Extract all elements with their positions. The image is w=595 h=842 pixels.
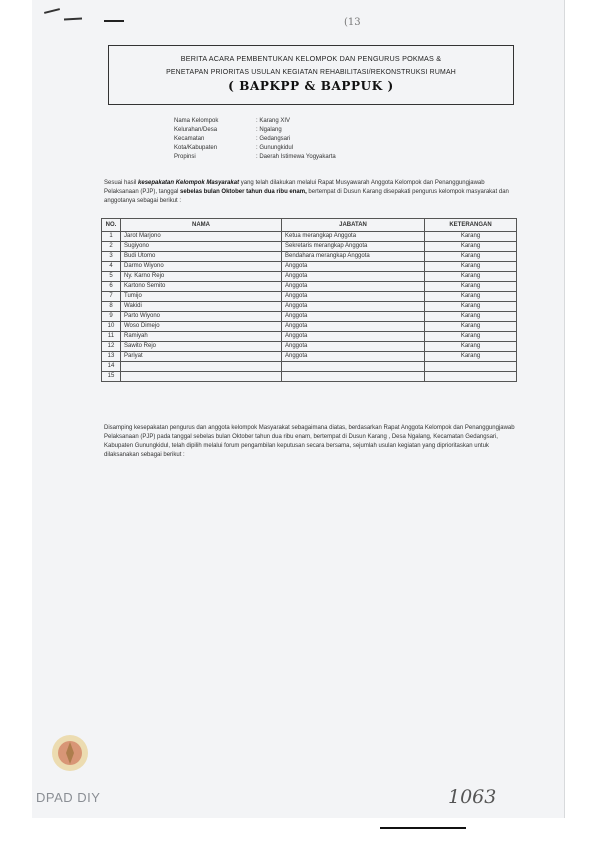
intro-text: bertempat di Dusun Karang disepakati pengurus kelompok masyarakat dan anggotanya sebagai berikut : xyxy=(104,189,509,204)
cell-no: 9 xyxy=(102,312,121,322)
cell-no: 4 xyxy=(102,262,121,272)
cell-no: 3 xyxy=(102,252,121,262)
title-box xyxy=(108,45,514,105)
cell-no: 6 xyxy=(102,282,121,292)
info-value: : Daerah Istimewa Yogyakarta xyxy=(256,154,336,160)
table-row xyxy=(102,232,517,242)
cell-keterangan: Karang xyxy=(425,242,517,252)
table-row xyxy=(102,342,517,352)
info-value: : Gunungkidul xyxy=(256,145,294,151)
cell-keterangan: Karang xyxy=(425,282,517,292)
info-row xyxy=(174,144,336,153)
table-header-row xyxy=(102,219,517,232)
cell-nama: Jarot Marjono xyxy=(121,232,282,242)
cell-nama: Budi Utomo xyxy=(121,252,282,262)
intro-text: yang telah dilakukan melalui Rapat Musyawarah Anggota Kelompok dan Penanggungjawab Pelaksanaan (PJP), tanggal xyxy=(104,180,485,195)
cell-no: 2 xyxy=(102,242,121,252)
cell-keterangan: Karang xyxy=(425,312,517,322)
closing-paragraph: Disamping kesepakatan pengurus dan anggota kelompok Masyarakat sebagaimana diatas, berdasarkan Rapat Anggota Kelompok dan Penanggungjawab Pelaksanaan (PJP) pada tanggal sebelas bulan Oktober tahun dua ribu enam, bertempat di Dusun Karang , Desa Ngalang, Kecamatan Gedangsari, Kabupaten Gunungkidul, telah dipilih melalui forum pengambilan keputusan secara bersama, sejumlah usulan kegiatan yang diprioritaskan untuk dilaksanakan sebagai berikut : xyxy=(104,425,515,458)
table-row xyxy=(102,372,517,382)
table-row xyxy=(102,362,517,372)
table-row xyxy=(102,352,517,362)
cell-jabatan: Anggota xyxy=(282,322,425,332)
cell-nama: Parto Wiyono xyxy=(121,312,282,322)
title-line-2: PENETAPAN PRIORITAS USULAN KEGIATAN REHABILITASI/REKONSTRUKSI RUMAH xyxy=(166,69,456,76)
info-row xyxy=(174,135,336,144)
cell-keterangan: Karang xyxy=(425,252,517,262)
cell-nama: Darmo Wiyono xyxy=(121,262,282,272)
table-row xyxy=(102,322,517,332)
cell-nama xyxy=(121,372,282,382)
cell-nama: Sugiyono xyxy=(121,242,282,252)
info-row xyxy=(174,126,336,135)
cell-nama: Ramiyah xyxy=(121,332,282,342)
pen-mark xyxy=(104,20,124,22)
cell-jabatan: Anggota xyxy=(282,262,425,272)
info-row xyxy=(174,117,336,126)
info-key: Kelurahan/Desa xyxy=(174,127,218,133)
intro-text: Sesuai hasil xyxy=(104,180,139,186)
info-value: : Karang XIV xyxy=(256,118,291,124)
header-nama: NAMA xyxy=(121,219,282,232)
table-row xyxy=(102,242,517,252)
cell-jabatan: Ketua merangkap Anggota xyxy=(282,232,425,242)
table-row xyxy=(102,302,517,312)
info-key: Propinsi xyxy=(174,154,196,160)
cell-no: 5 xyxy=(102,272,121,282)
cell-keterangan: Karang xyxy=(425,262,517,272)
cell-jabatan: Anggota xyxy=(282,302,425,312)
cell-keterangan xyxy=(425,372,517,382)
cell-keterangan: Karang xyxy=(425,332,517,342)
cell-jabatan: Bendahara merangkap Anggota xyxy=(282,252,425,262)
source-watermark: DPAD DIY xyxy=(36,790,101,805)
table-row xyxy=(102,332,517,342)
intro-date: sebelas bulan Oktober tahun dua ribu enam, xyxy=(180,189,307,195)
group-info xyxy=(174,117,336,162)
cell-keterangan: Karang xyxy=(425,322,517,332)
table-row xyxy=(102,262,517,272)
header-jabatan: JABATAN xyxy=(282,219,425,232)
page-mark: (13 xyxy=(344,17,361,28)
cell-jabatan: Anggota xyxy=(282,292,425,302)
cell-keterangan: Karang xyxy=(425,272,517,282)
document-title: ( BAPKPP & BAPPUK ) xyxy=(228,79,394,93)
table-row xyxy=(102,272,517,282)
info-value: : Ngalang xyxy=(256,127,282,133)
bottom-rule xyxy=(380,827,466,829)
cell-keterangan: Karang xyxy=(425,292,517,302)
cell-no: 11 xyxy=(102,332,121,342)
seal-emblem-icon xyxy=(50,733,90,773)
header-keterangan: KETERANGAN xyxy=(425,219,517,232)
cell-no: 7 xyxy=(102,292,121,302)
table-row xyxy=(102,252,517,262)
members-table xyxy=(101,218,517,382)
cell-jabatan xyxy=(282,362,425,372)
cell-nama: Woso Dimejo xyxy=(121,322,282,332)
cell-no: 15 xyxy=(102,372,121,382)
info-key: Nama Kelompok xyxy=(174,118,219,124)
table-row xyxy=(102,312,517,322)
cell-nama: Wakidi xyxy=(121,302,282,312)
cell-jabatan: Anggota xyxy=(282,342,425,352)
cell-nama: Tumijo xyxy=(121,292,282,302)
cell-nama: Sawito Rejo xyxy=(121,342,282,352)
cell-keterangan: Karang xyxy=(425,342,517,352)
info-key: Kota/Kabupaten xyxy=(174,145,218,151)
cell-jabatan: Anggota xyxy=(282,312,425,322)
cell-keterangan: Karang xyxy=(425,232,517,242)
intro-paragraph xyxy=(104,179,514,206)
cell-nama: Kartono Semito xyxy=(121,282,282,292)
table-row xyxy=(102,282,517,292)
cell-jabatan xyxy=(282,372,425,382)
cell-no: 12 xyxy=(102,342,121,352)
intro-emphasis: kesepakatan Kelompok Masyarakat xyxy=(138,180,240,186)
cell-jabatan: Sekretaris merangkap Anggota xyxy=(282,242,425,252)
info-key: Kecamatan xyxy=(174,136,205,142)
cell-jabatan: Anggota xyxy=(282,332,425,342)
cell-no: 8 xyxy=(102,302,121,312)
info-value: : Gedangsari xyxy=(256,136,291,142)
handwritten-number: 1063 xyxy=(448,786,497,808)
cell-no: 10 xyxy=(102,322,121,332)
cell-keterangan: Karang xyxy=(425,302,517,312)
title-line-1: BERITA ACARA PEMBENTUKAN KELOMPOK DAN PENGURUS POKMAS & xyxy=(180,54,442,63)
cell-keterangan xyxy=(425,362,517,372)
cell-jabatan: Anggota xyxy=(282,352,425,362)
cell-no: 14 xyxy=(102,362,121,372)
cell-no: 1 xyxy=(102,232,121,242)
cell-keterangan: Karang xyxy=(425,352,517,362)
cell-nama: Pariyat xyxy=(121,352,282,362)
members-table-body xyxy=(102,232,517,382)
table-row xyxy=(102,292,517,302)
cell-nama xyxy=(121,362,282,372)
cell-jabatan: Anggota xyxy=(282,272,425,282)
info-row xyxy=(174,153,336,162)
header-no: NO. xyxy=(102,219,121,232)
cell-nama: Ny. Karno Rejo xyxy=(121,272,282,282)
cell-jabatan: Anggota xyxy=(282,282,425,292)
cell-no: 13 xyxy=(102,352,121,362)
